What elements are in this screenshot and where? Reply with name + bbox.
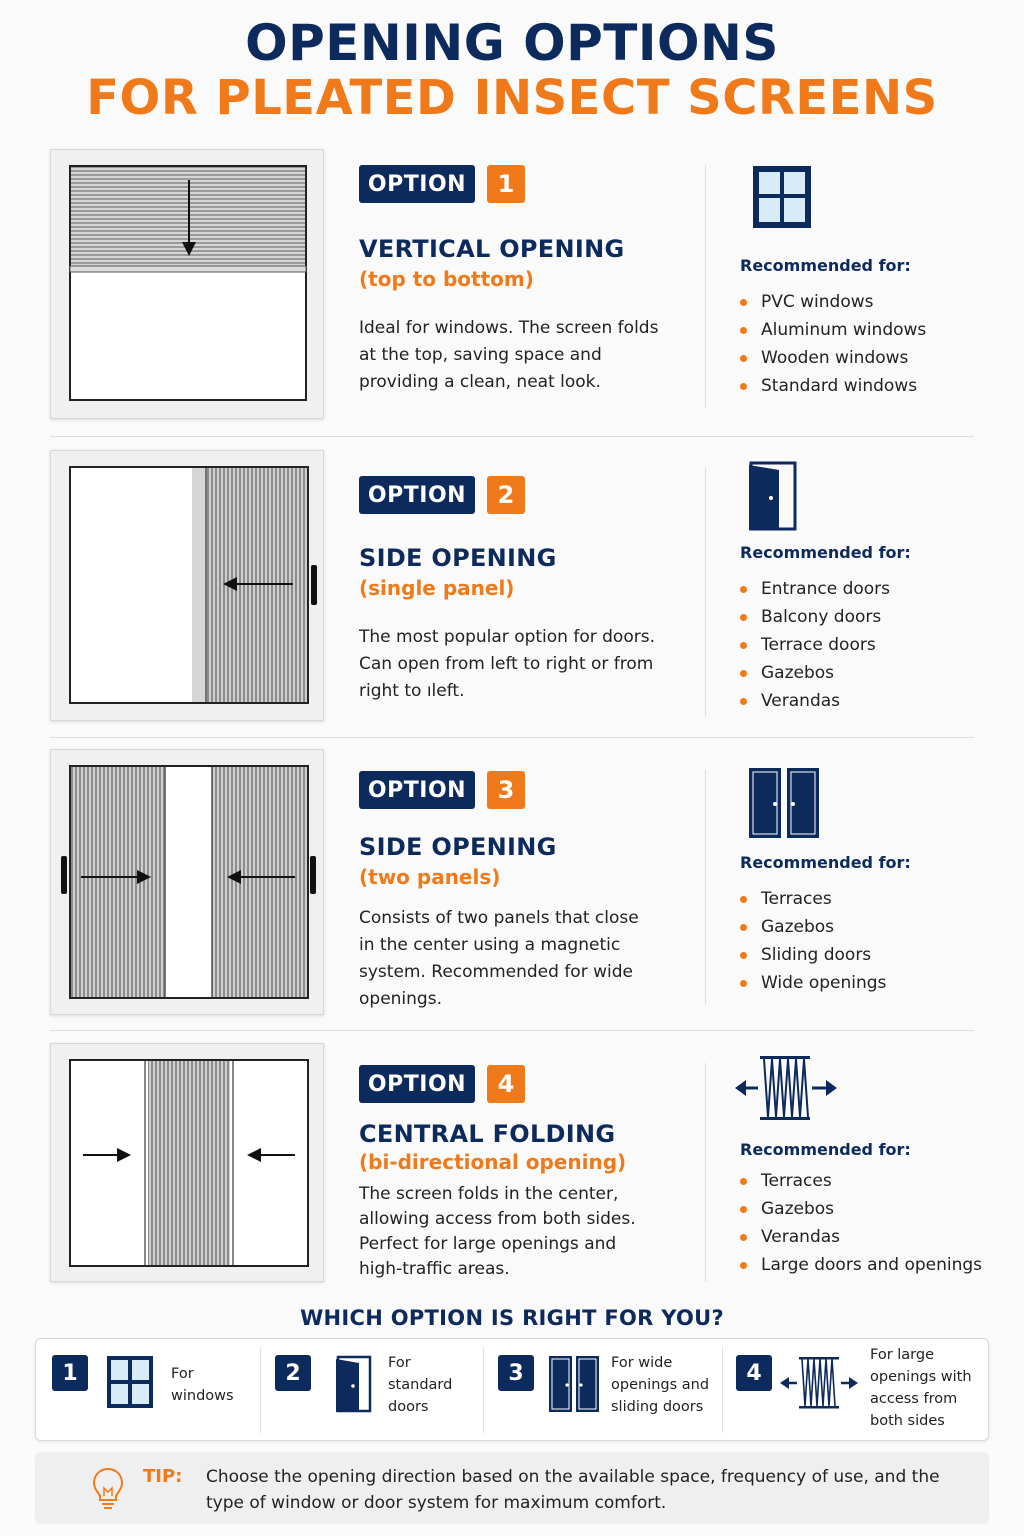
list-item: PVC windows [740, 288, 926, 316]
option-subtitle: (single panel) [359, 576, 515, 600]
central-folding-illustration [50, 1043, 324, 1282]
option-number: 4 [487, 1065, 525, 1103]
list-item: Gazebos [740, 913, 886, 941]
summary-number: 3 [498, 1355, 534, 1391]
list-item: Terrace doors [740, 631, 890, 659]
recommended-list [740, 288, 926, 400]
list-item: Gazebos [740, 1195, 982, 1223]
list-item: Terraces [740, 1167, 982, 1195]
list-item: Aluminum windows [740, 316, 926, 344]
option-subtitle: (two panels) [359, 865, 501, 889]
summary-item-1 [36, 1339, 260, 1440]
summary-text: For windows [171, 1366, 234, 1404]
recommended-list [740, 885, 886, 997]
list-item: Sliding doors [740, 941, 886, 969]
section-divider [50, 436, 974, 437]
option-title: SIDE OPENING [359, 833, 557, 861]
recommended-label: Recommended for: [740, 853, 911, 872]
page-title-line2: FOR PLEATED INSECT SCREENS [86, 70, 938, 126]
option-title: SIDE OPENING [359, 544, 557, 572]
summary-item-3 [484, 1339, 722, 1440]
summary-item-4 [723, 1339, 988, 1440]
tip-text: Choose the opening direction based on the available space, frequency of use, and the type of window or door system for maximum comfort. [206, 1467, 940, 1513]
lightbulb-icon [91, 1466, 125, 1516]
recommended-list [740, 575, 890, 715]
two-panel-illustration [50, 749, 324, 1015]
summary-item-2 [261, 1339, 483, 1440]
section-divider [50, 737, 974, 738]
column-divider [705, 165, 706, 408]
double-door-icon [747, 766, 821, 844]
option-title: VERTICAL OPENING [359, 235, 625, 263]
summary-number: 1 [52, 1355, 88, 1391]
door-icon [333, 1355, 373, 1417]
window-icon [750, 163, 814, 235]
option-subtitle: (top to bottom) [359, 267, 534, 291]
option-description: Ideal for windows. The screen folds at the top, saving space and providing a clean, neat look. [359, 318, 659, 392]
vertical-opening-illustration [50, 149, 324, 419]
list-item: Wooden windows [740, 344, 926, 372]
summary-text: For wide openings and sliding doors [611, 1355, 710, 1415]
column-divider [705, 1063, 706, 1282]
option-description: The screen folds in the center, allowing access from both sides. Perfect for large openings and high-traffic areas. [359, 1184, 636, 1279]
list-item: Wide openings [740, 969, 886, 997]
tip-box [35, 1452, 989, 1524]
list-item: Gazebos [740, 659, 890, 687]
summary-panel [35, 1338, 989, 1441]
window-icon [106, 1355, 154, 1413]
list-item: Verandas [740, 687, 890, 715]
recommended-label: Recommended for: [740, 1140, 911, 1159]
option-description: The most popular option for doors. Can open from left to right or from right to ıleft. [359, 627, 655, 701]
page-title-line1: OPENING OPTIONS [245, 14, 779, 72]
option-badge: OPTION [359, 476, 475, 514]
option-description: Consists of two panels that close in the center using a magnetic system. Recommended for wide openings. [359, 908, 639, 1009]
list-item: Standard windows [740, 372, 926, 400]
summary-text: For large openings with access from both sides [870, 1347, 972, 1429]
option-title: CENTRAL FOLDING [359, 1120, 616, 1148]
summary-heading: WHICH OPTION IS RIGHT FOR YOU? [300, 1306, 724, 1330]
central-fold-icon [734, 1053, 838, 1127]
double-door-icon [548, 1355, 600, 1417]
summary-number: 4 [736, 1355, 772, 1391]
section-divider [50, 1030, 974, 1031]
recommended-list [740, 1167, 982, 1279]
option-badge: OPTION [359, 771, 475, 809]
list-item: Verandas [740, 1223, 982, 1251]
list-item: Entrance doors [740, 575, 890, 603]
recommended-label: Recommended for: [740, 256, 911, 275]
list-item: Terraces [740, 885, 886, 913]
list-item: Large doors and openings [740, 1251, 982, 1279]
list-item: Balcony doors [740, 603, 890, 631]
single-panel-illustration [50, 450, 324, 721]
option-number: 1 [487, 165, 525, 203]
summary-text: For standard doors [388, 1355, 453, 1415]
column-divider [705, 468, 706, 716]
central-fold-icon [779, 1355, 859, 1415]
option-subtitle: (bi-directional opening) [359, 1150, 627, 1174]
door-icon [745, 460, 799, 536]
option-number: 3 [487, 771, 525, 809]
recommended-label: Recommended for: [740, 543, 911, 562]
tip-label: TIP: [143, 1466, 183, 1487]
option-badge: OPTION [359, 165, 475, 203]
summary-number: 2 [275, 1355, 311, 1391]
option-badge: OPTION [359, 1065, 475, 1103]
column-divider [705, 770, 706, 1004]
option-number: 2 [487, 476, 525, 514]
